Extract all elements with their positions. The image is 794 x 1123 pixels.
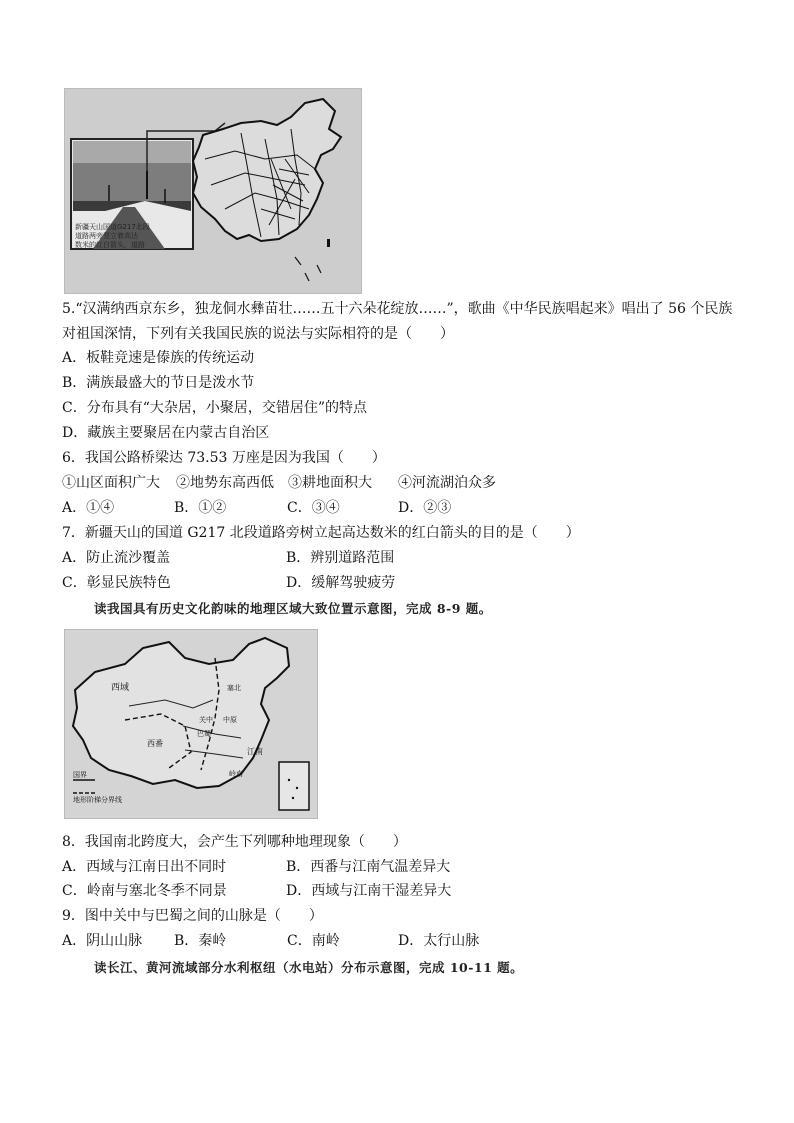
photo-caption-2: 道路两旁竖立着高达	[75, 232, 138, 240]
q5-stem-line1: 5.“汉满纳西京东乡，独龙侗水彝苗壮……五十六朵花绽放……”，歌曲《中华民族唱起来》唱出了 56 个民族	[62, 301, 733, 317]
q8-stem: 8．我国南北跨度大，会产生下列哪种地理现象（ ）	[62, 834, 407, 850]
q5-option-d: D．藏族主要聚居在内蒙古自治区	[62, 425, 270, 441]
q9-option-d: D．太行山脉	[398, 933, 480, 949]
q9-option-a: A．阴山山脉	[62, 933, 143, 949]
q6-option-d: D．②③	[398, 500, 452, 516]
g217-figure-svg	[65, 89, 361, 293]
q5-stem-line2: 对祖国深情，下列有关我国民族的说法与实际相符的是（ ）	[62, 326, 454, 342]
cultural-regions-map-svg	[65, 630, 317, 818]
q7-option-b: B．辨别道路范围	[286, 550, 395, 566]
q6-item-1: ①山区面积广大	[62, 475, 160, 491]
label-saibei: 塞北	[227, 684, 241, 692]
label-bashu: 巴蜀	[197, 730, 211, 738]
q6-item-2: ②地势东高西低	[176, 475, 274, 491]
label-lingnan: 岭南	[229, 770, 243, 778]
label-zhongyuan: 中原	[223, 716, 237, 724]
q5-option-b: B．满族最盛大的节日是泼水节	[62, 375, 255, 391]
q8-option-a: A．西域与江南日出不同时	[62, 859, 227, 875]
q9-stem: 9．图中关中与巴蜀之间的山脉是（ ）	[62, 908, 323, 924]
figure-cultural-regions-map	[64, 629, 318, 819]
q7-option-c: C．彰显民族特色	[62, 575, 171, 591]
label-xiyu: 西域	[111, 683, 130, 693]
q9-option-b: B．秦岭	[174, 933, 227, 949]
q6-item-3: ③耕地面积大	[288, 475, 372, 491]
label-xifan: 西番	[147, 739, 163, 748]
q8-option-d: D．西域与江南干湿差异大	[286, 883, 452, 899]
photo-caption-3: 数米的红白箭头，道路	[75, 241, 145, 249]
legend-guojie: 国界	[73, 771, 87, 779]
figure-g217-photo-map	[64, 88, 362, 294]
q6-stem: 6．我国公路桥梁达 73.53 万座是因为我国（ ）	[62, 450, 386, 466]
q6-option-c: C．③④	[287, 500, 340, 516]
q9-option-c: C．南岭	[287, 933, 340, 949]
q5-option-a: A．板鞋竞速是傣族的传统运动	[62, 350, 255, 366]
q7-option-a: A．防止流沙覆盖	[62, 550, 171, 566]
label-guanzhong: 关中	[199, 716, 213, 724]
q6-option-b: B．①②	[174, 500, 227, 516]
q8-option-c: C．岭南与塞北冬季不同景	[62, 883, 227, 899]
q7-option-d: D．缓解驾驶疲劳	[286, 575, 396, 591]
q5-option-c: C．分布具有“大杂居，小聚居，交错居住”的特点	[62, 400, 368, 416]
intro-q8-9: 读我国具有历史文化韵味的地理区域大致位置示意图，完成 8-9 题。	[94, 601, 492, 616]
q8-option-b: B．西番与江南气温差异大	[286, 859, 451, 875]
q6-option-a: A．①④	[62, 500, 115, 516]
legend-step-boundary: 地形阶梯分界线	[73, 796, 122, 804]
q6-item-4: ④河流湖泊众多	[398, 475, 496, 491]
q7-stem: 7．新疆天山的国道 G217 北段道路旁树立起高达数米的红白箭头的目的是（ ）	[62, 525, 580, 541]
photo-caption-1: 新疆天山国道G217北段	[75, 223, 150, 231]
intro-q10-11: 读长江、黄河流域部分水利枢纽（水电站）分布示意图，完成 10-11 题。	[94, 960, 524, 975]
label-jiangnan: 江南	[247, 747, 263, 756]
